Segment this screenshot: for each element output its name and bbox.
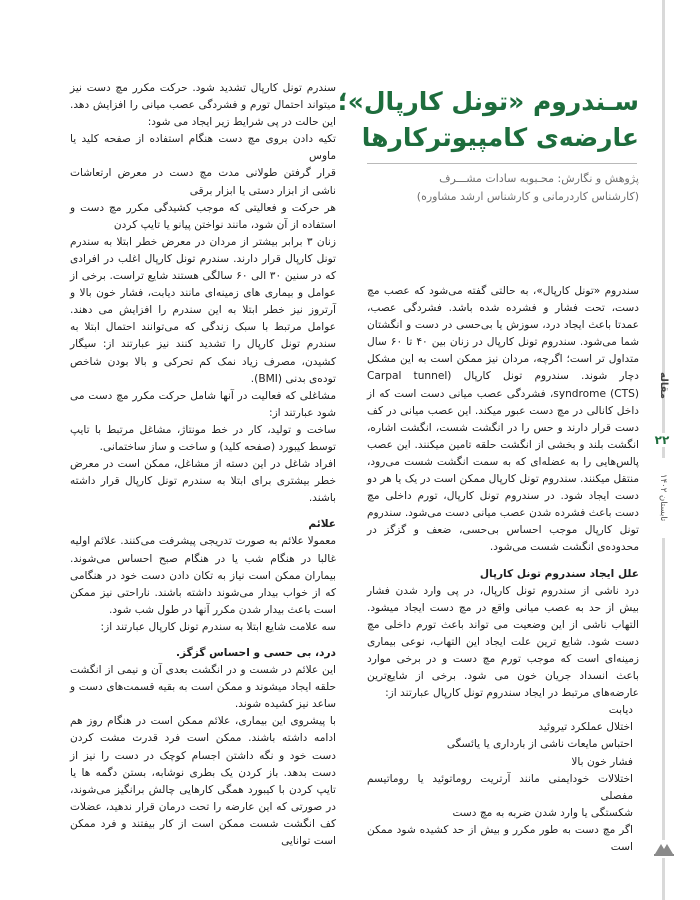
symptoms-heading: علائم — [308, 518, 336, 531]
body-paragraph: هر حرکت و فعالیتی که موجب کشیدگی مکرر مچ دست و استفاده از آن شود، مانند نواختن پیانو یا تایپ کردن — [70, 201, 336, 231]
pain-heading: درد، بی حسی و احساس گزگز. — [175, 647, 336, 659]
causes-heading: علل ایجاد سندروم تونل کارپال — [479, 567, 639, 580]
list-item: اختلال عملکرد تیروئید — [538, 721, 633, 734]
list-item: شکستگی یا وارد شدن ضربه به مچ دست — [452, 806, 633, 819]
list-item: اگر مچ دست به طور مکرر و بیش از حد کشیده شود ممکن است — [367, 823, 633, 853]
conditions-list — [367, 702, 639, 856]
intro-paragraph: سندروم «تونل کارپال»، به حالتی گفته می‌شود که عصب مچ دست، تحت فشار و فشرده شده باشد. فشردگی عصب، عمدتا باعث ایجاد درد، سوزش یا بی‌حسی در دست و انگشتان شما می‌شود. سندروم تونل کارپال در زنان بین ۴۰ تا ۶۰ سال متداول تر است؛ اگرچه، مردان نیز ممکن است به این مشکل دچار شوند. سندروم تونل کارپال (Carpal tunnel syndrome (CTS)، فشردگی عصب میانی دست است که از داخل کانالی در مچ دست عبور میکند. این عصب میانی در کف دست قرار دارند و حس را در انگشت شست، انگشت اشاره، انگشت بلند و بخشی از انگشت حلقه تامین میکنند. این عصب پالس‌هایی را به عضله‌ای که به سمت انگشت شست می‌رود، منتقل میکنند. سندروم تونل کارپال ممکن است در یک یا هر دو دست ایجاد شود. در سندروم تونل کارپال، تورم داخلی مچ دست باعث فشرده شدن عصب میانی دست می‌شود. سندروم تونل کارپال موجب احساس بی‌حسی، ضعف و گزگز در محدوده‌ی انگشت شست می‌شود. — [367, 285, 639, 554]
progress-paragraph: با پیشروی این بیماری، علائم ممکن است در هنگام روز هم ادامه داشته باشند. ممکن است فرد قدرت مشت کردن دست خود و نگه داشتن اجسام کوچک در دست را نیز از دست بدهد. باز کردن یک بطری نوشابه، بستن دگمه ها یا تایپ کردن با کیبورد همگی کارهایی چالش برانگیز می‌شوند، در صورتی که این عارضه را تحت درمان قرار ندهید، عضلات کف انگشت شست ممکن است از کار بیفتند و فرد ممکن است توانایی — [70, 715, 336, 848]
body-paragraph: افراد شاغل در این دسته از مشاغل، ممکن است در معرض خطر بیشتری برای ابتلا به سندرم تونل کارپال قرار داشته باشند. — [70, 458, 336, 505]
list-item: دیابت — [608, 704, 633, 717]
left-column — [70, 80, 336, 850]
title-divider — [367, 163, 637, 164]
issue-label: تابستان ۱۴۰۲ — [648, 458, 678, 538]
body-paragraph: تکیه دادن بروی مچ دست هنگام استفاده از صفحه کلید یا ماوس — [70, 133, 336, 163]
title-line-2: عارضه‌ی کامپیوترکارها — [361, 123, 639, 152]
symptoms-paragraph: معمولا علائم به صورت تدریجی پیشرفت می‌کنند. علائم اولیه غالبا در هنگام شب یا در هنگام صبح احساس می‌شوند. بیماران ممکن است نیاز به تکان دادن دست خود در هنگامی که از خواب بیدار می‌شوند داشته باشند. ناراحتی نیز ممکن است باعث بیدار شدن مکرر آنها در طول شب شود. — [70, 535, 336, 616]
magazine-logo-icon — [652, 840, 676, 858]
body-paragraph: زنان ۳ برابر بیشتر از مردان در معرض خطر ابتلا به سندرم تونل کارپال قرار دارند. سندرم تونل کارپال اغلب در افرادی که در سنین ۳۰ الی ۶۰ سالگی هستند شایع تراست. برخی از عوامل و بیماری های زمینه‌ای مانند دیابت، فشار خون بالا و آرتروز نیز خطر ابتلا به این سندرم را افزایش می دهند. عوامل مرتبط با سبک زندگی که می‌توانند احتمال ابتلا به سندرم تونل کارپال را تشدید کنند نیز عبارتند از: سیگار کشیدن، مصرف زیاد نمک کم تحرکی و بالا بودن شاخص توده‌ی بدنی (BMI). — [70, 235, 336, 385]
causes-paragraph: درد ناشی از سندروم تونل کارپال، در پی وارد شدن فشار بیش از حد به عصب میانی واقع در مچ دست ایجاد میشود. التهاب ناشی از این وضعیت می تواند باعث تورم داخلی مچ دست شود. شایع ترین علت ایجاد این التهاب، نوعی بیماری زمینه‌ای است که موجب تورم مچ دست و در برخی موارد باعث انسداد جریان خون می شود. برخی از شایع‌ترین عارضه‌های مرتبط در ایجاد سندروم تونل کارپال عبارتند از: — [367, 584, 639, 700]
list-item: اختلالات خودایمنی مانند آرتریت روماتوئید یا روماتیسم مفصلی — [367, 772, 633, 802]
pain-paragraph: این علائم در شست و در انگشت بعدی آن و نیمی از انگشت حلقه ایجاد میشوند و ممکن است به بقیه قسمت‌های دست و ساعد نیز کشیده شوند. — [70, 664, 336, 711]
body-paragraph: ساخت و تولید، کار در خط مونتاژ، مشاغل مرتبط با تایپ توسط کیبورد (صفحه کلید) و ساخت و ساز ساختمانی. — [70, 423, 336, 453]
sidebar-rule — [662, 0, 665, 900]
list-item: احتباس مایعات ناشی از بارداری یا یائسگی — [446, 738, 633, 751]
section-label: مقاله — [658, 371, 669, 399]
byline — [367, 170, 639, 206]
page-number: ۲۲ — [647, 433, 677, 447]
body-paragraph: مشاغلی که فعالیت در آنها شامل حرکت مکرر مچ دست می شود عبارتند از: — [70, 389, 336, 419]
right-column — [367, 283, 639, 856]
author-line: پژوهش و نگارش: محـبوبه سادات مشـــرف — [439, 172, 639, 185]
author-credentials: (کارشناس کاردرمانی و کارشناس ارشد مشاوره) — [416, 190, 639, 203]
body-paragraph: قرار گرفتن طولانی مدت مچ دست در معرض ارتعاشات ناشی از ابزار دستی یا ابزار برقی — [70, 167, 336, 197]
title-line-1: سـندروم «تونل کارپال»؛ — [337, 87, 639, 116]
symptoms-list-intro: سه علامت شایع ابتلا به سندرم تونل کارپال عبارتند از: — [100, 620, 336, 633]
article-title — [337, 84, 639, 156]
body-paragraph: سندرم تونل کارپال تشدید شود. حرکت مکرر مچ دست نیز میتواند احتمال تورم و فشردگی عصب میانی را افزایش دهد. این حالت در پی شرایط زیر ایجاد می شود: — [70, 82, 336, 129]
list-item: فشار خون بالا — [571, 755, 633, 768]
